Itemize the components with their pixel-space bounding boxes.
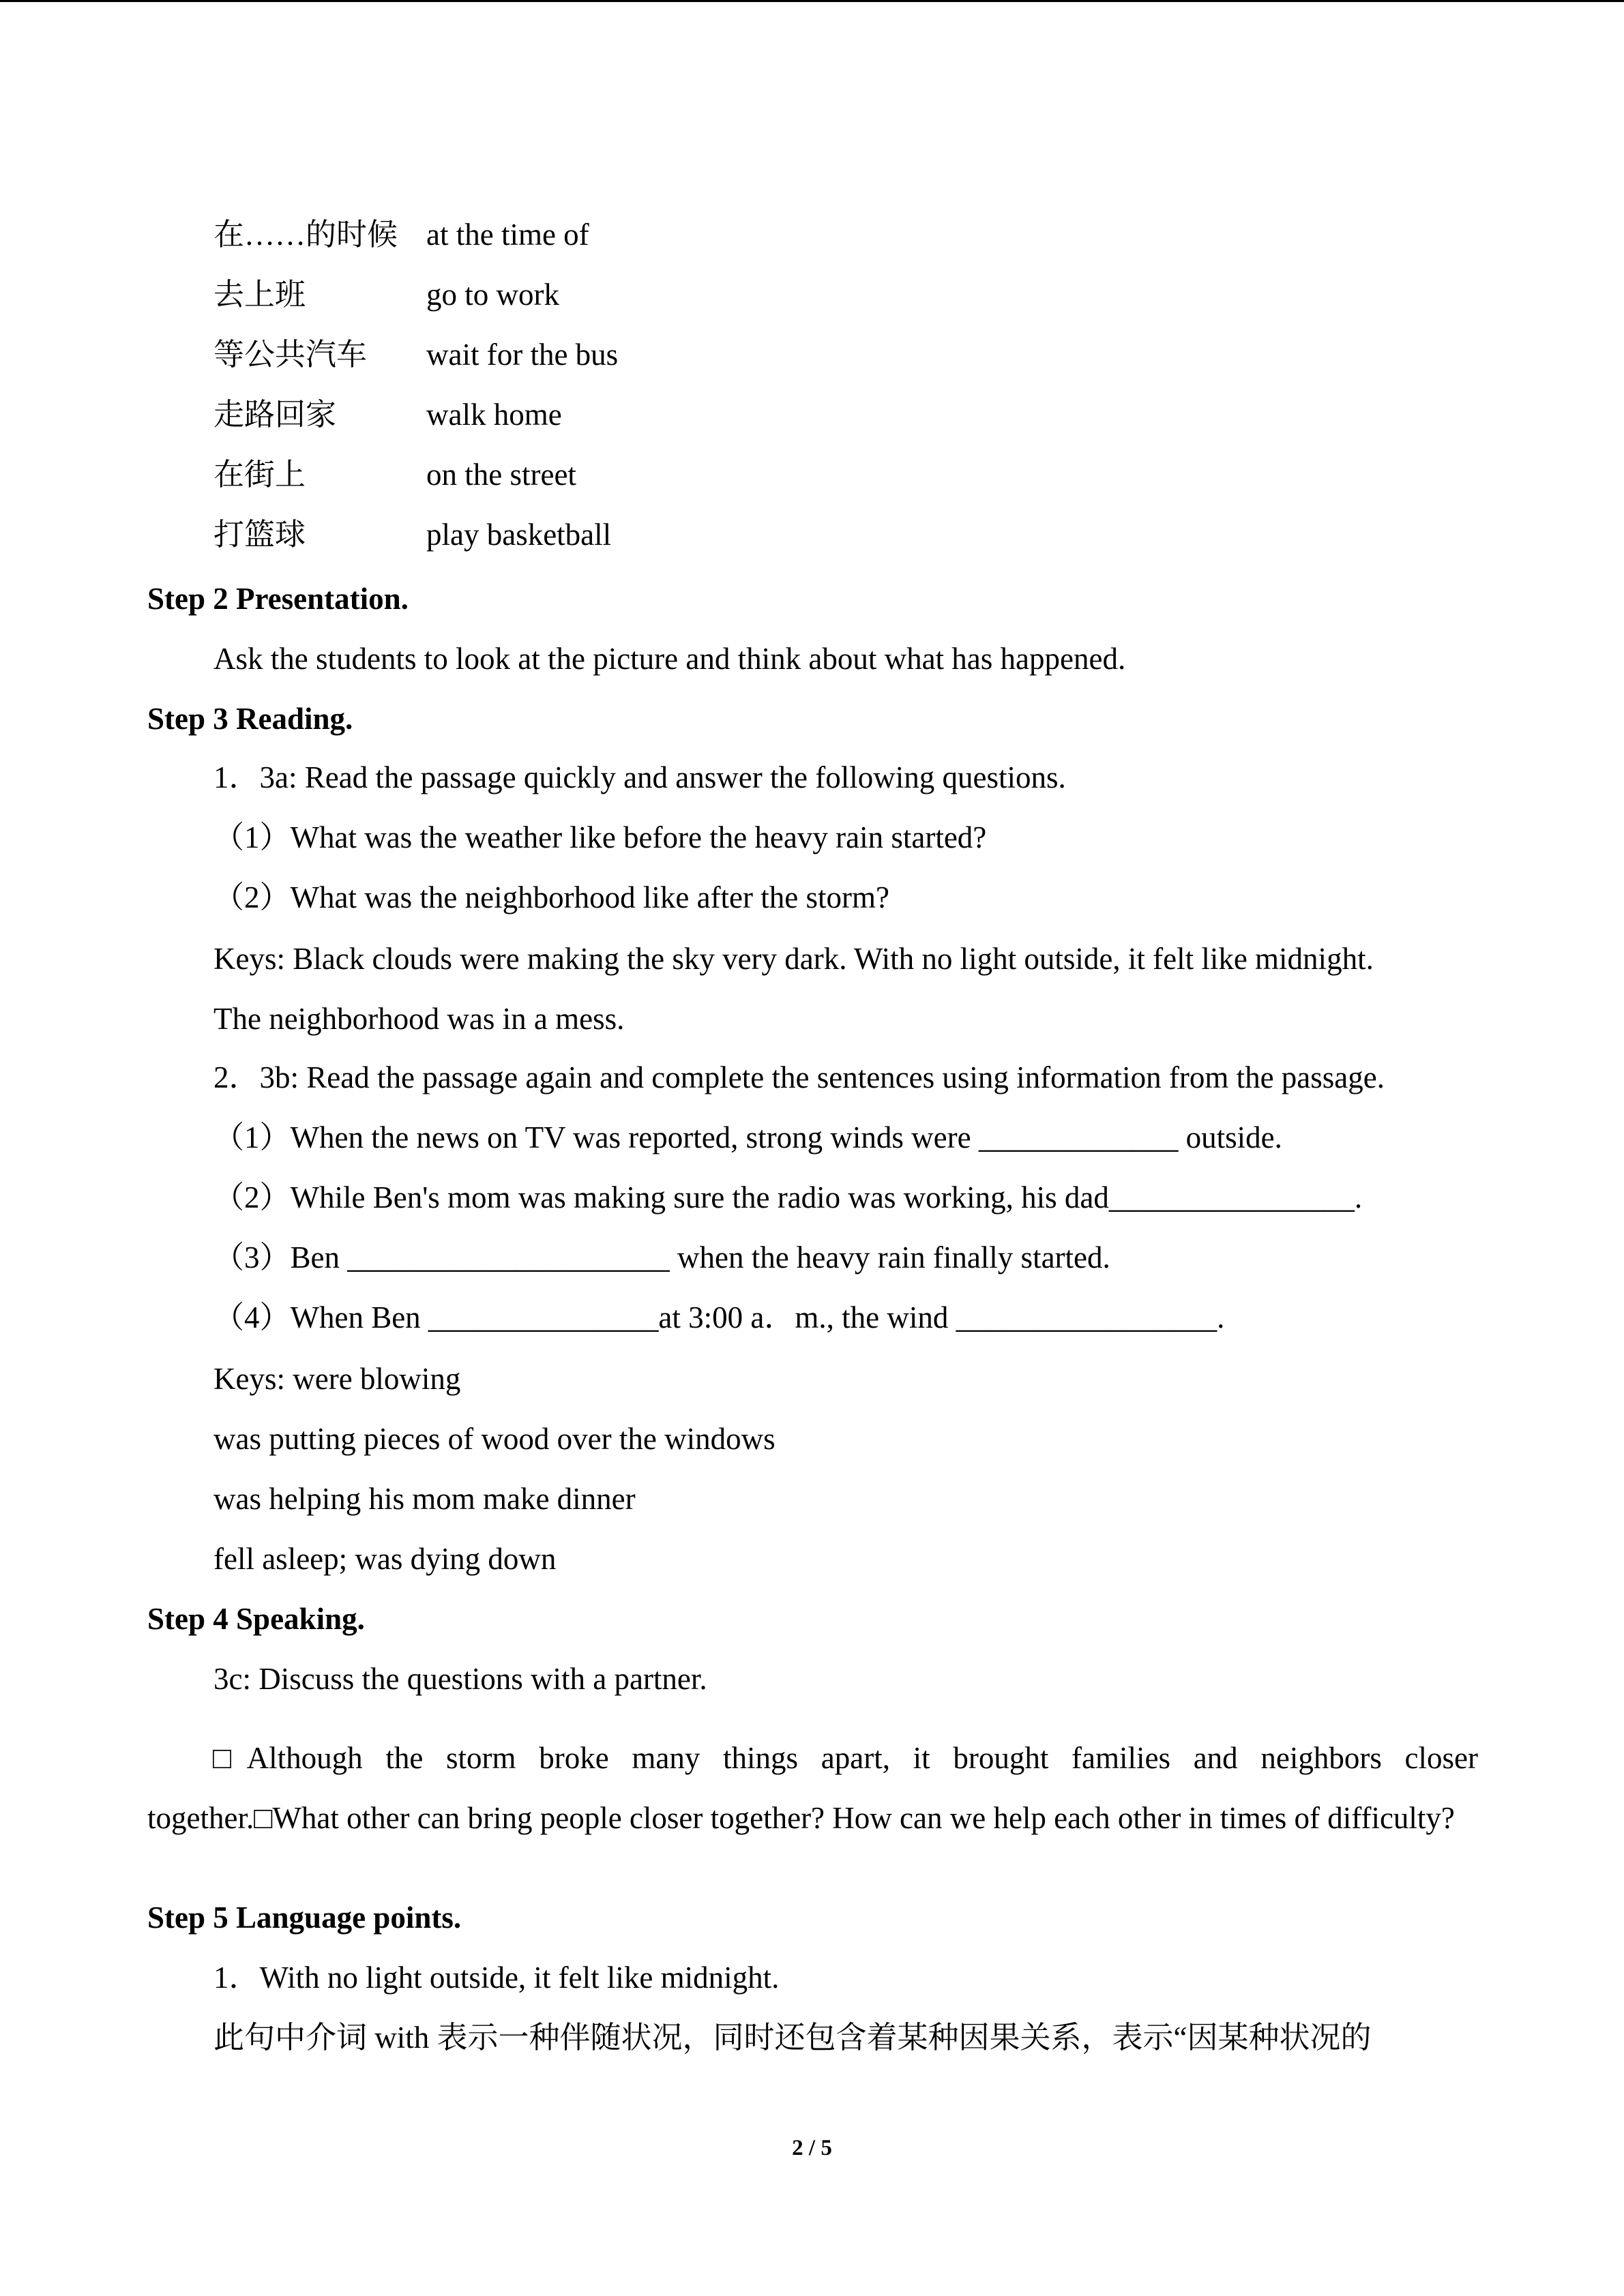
top-border <box>0 0 1624 2</box>
step3-heading: Step 3 Reading. <box>147 702 353 736</box>
step3-sentence-4: （4）When Ben _______________at 3:00 a．m., the wind _________________. <box>213 1300 1225 1335</box>
step3-sentence-3: （3）Ben _____________________ when the heavy rain finally started. <box>213 1240 1110 1274</box>
step3-keys2-line4: fell asleep; was dying down <box>213 1542 557 1576</box>
step3-question-1: （1）What was the weather like before the heavy rain started? <box>213 820 987 854</box>
step4-heading: Step 4 Speaking. <box>147 1602 365 1636</box>
step3-keys2-line2: was putting pieces of wood over the windows <box>213 1422 776 1456</box>
step3-task1: 1．3a: Read the passage quickly and answer the following questions. <box>213 760 1066 794</box>
vocab-zh-3: 等公共汽车 <box>213 338 368 372</box>
vocab-en-1: at the time of <box>426 218 589 252</box>
step5-explanation: 此句中介词 with 表示一种伴随状况，同时还包含着某种因果关系，表示“因某种状况的 <box>213 2021 1372 2055</box>
step3-keys2-line3: was helping his mom make dinner <box>213 1482 636 1516</box>
vocab-zh-1: 在……的时候 <box>213 218 398 252</box>
step3-task2: 2．3b: Read the passage again and complete the sentences using information from the passage. <box>213 1060 1385 1094</box>
step4-task: 3c: Discuss the questions with a partner. <box>213 1662 707 1696</box>
step3-keys1-line2: The neighborhood was in a mess. <box>213 1002 625 1036</box>
vocab-zh-5: 在街上 <box>213 458 306 492</box>
step3-keys2-line1: Keys: were blowing <box>213 1362 461 1396</box>
vocab-en-5: on the street <box>426 458 576 492</box>
page-number: 2 / 5 <box>792 2136 832 2160</box>
vocab-en-6: play basketball <box>426 518 612 552</box>
vocab-zh-2: 去上班 <box>213 278 306 312</box>
step3-sentence-2: （2）While Ben's mom was making sure the radio was working, his dad________________. <box>213 1180 1363 1214</box>
step3-question-2: （2）What was the neighborhood like after the storm? <box>213 880 889 914</box>
step2-text: Ask the students to look at the picture and think about what has happened. <box>213 642 1126 676</box>
vocab-en-4: walk home <box>426 398 562 432</box>
step4-paragraph: □Although the storm broke many things apart, it brought families and neighbors closer together.□What other can bring people closer together? How can we help each other in times of difficulty? <box>147 1741 1478 1835</box>
vocab-zh-4: 走路回家 <box>213 398 337 432</box>
step5-point-1: 1．With no light outside, it felt like midnight. <box>213 1960 780 1995</box>
step3-sentence-1: （1）When the news on TV was reported, strong winds were _____________ outside. <box>213 1120 1282 1154</box>
vocab-en-3: wait for the bus <box>426 338 619 372</box>
step2-heading: Step 2 Presentation. <box>147 582 409 616</box>
step5-heading: Step 5 Language points. <box>147 1900 462 1935</box>
step3-keys1-line1: Keys: Black clouds were making the sky very dark. With no light outside, it felt like midnight. <box>213 942 1374 976</box>
vocab-en-2: go to work <box>426 278 559 312</box>
vocab-zh-6: 打篮球 <box>213 518 306 552</box>
